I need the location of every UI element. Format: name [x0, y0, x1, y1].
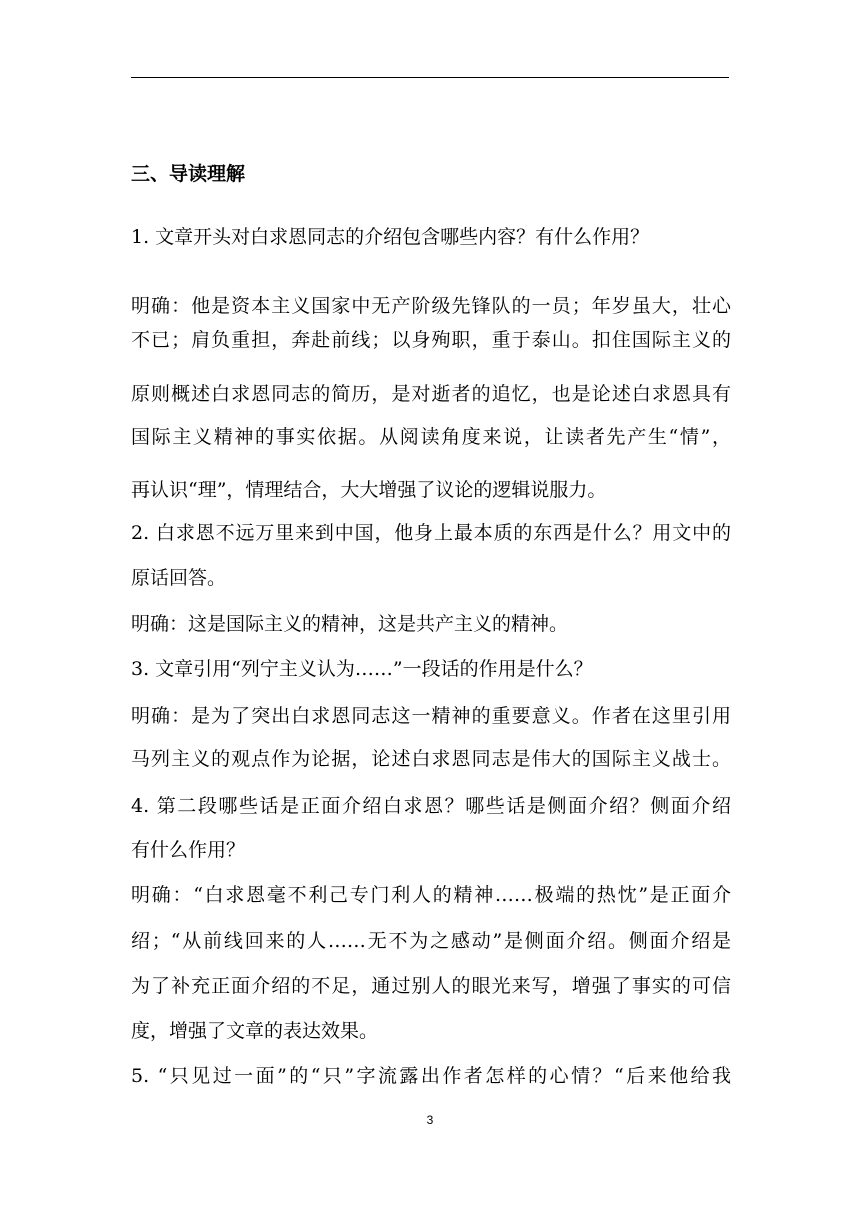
answer-1-line-5: 再认识“理”，情理结合，大大增强了议论的逻辑说服力。	[131, 479, 607, 501]
answer-1-line-2: 不已；肩负重担，奔赴前线；以身殉职，重于泰山。扣住国际主义的	[131, 329, 731, 351]
answer-4-line-3: 为了补充正面介绍的不足，通过别人的眼光来写，增强了事实的可信	[131, 975, 731, 997]
question-4-line-2: 有什么作用？	[131, 839, 246, 861]
answer-4-line-2: 绍；“从前线回来的人……无不为之感动”是侧面介绍。侧面介绍是	[131, 930, 731, 952]
page-number: 3	[426, 1113, 434, 1127]
question-3: 3. 文章引用“列宁主义认为……”一段话的作用是什么？	[131, 658, 593, 680]
question-1: 1. 文章开头对白求恩同志的介绍包含哪些内容？有什么作用？	[131, 226, 650, 248]
answer-1-line-1: 明确：他是资本主义国家中无产阶级先锋队的一员；年岁虽大，壮心	[131, 295, 731, 317]
question-4-line-1: 4. 第二段哪些话是正面介绍白求恩？哪些话是侧面介绍？侧面介绍	[131, 795, 731, 817]
answer-1-line-4: 国际主义精神的事实依据。从阅读角度来说，让读者先产生“情”，	[131, 426, 731, 448]
answer-3-line-2: 马列主义的观点作为论据，论述白求恩同志是伟大的国际主义战士。	[131, 748, 731, 770]
answer-2: 明确：这是国际主义的精神，这是共产主义的精神。	[131, 613, 569, 635]
question-2-line-2: 原话回答。	[131, 567, 227, 589]
section-heading: 三、导读理解	[131, 163, 246, 185]
answer-3-line-1: 明确：是为了突出白求恩同志这一精神的重要意义。作者在这里引用	[131, 705, 731, 727]
answer-1-line-3: 原则概述白求恩同志的简历，是对逝者的追忆，也是论述白求恩具有	[131, 383, 731, 405]
answer-4-line-1: 明确：“白求恩毫不利己专门利人的精神……极端的热忱”是正面介	[131, 884, 731, 906]
header-rule	[131, 77, 729, 78]
question-2-line-1: 2. 白求恩不远万里来到中国，他身上最本质的东西是什么？用文中的	[131, 522, 731, 544]
question-5-line-1: 5. “只见过一面”的“只”字流露出作者怎样的心情？“后来他给我	[131, 1065, 731, 1087]
answer-4-line-4: 度，增强了文章的表达效果。	[131, 1020, 379, 1042]
